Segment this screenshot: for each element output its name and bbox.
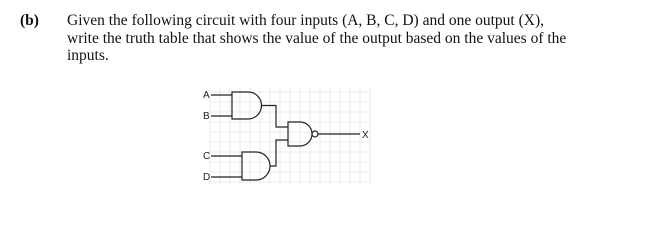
output-label-x: X (362, 130, 369, 141)
and-gate-1 (232, 92, 262, 119)
input-label-a: A (203, 90, 210, 101)
question-label: (b) (20, 12, 39, 29)
input-label-d: D (203, 172, 211, 183)
circuit-grid (210, 88, 370, 184)
question-text (67, 12, 627, 65)
question-line: write the truth table that shows the value of the output based on the values of the (67, 29, 567, 47)
question-line: inputs. (67, 47, 109, 64)
input-label-c: C (203, 151, 211, 162)
input-label-b: B (203, 111, 210, 122)
and-gate-2 (242, 152, 270, 180)
logic-circuit-diagram (180, 82, 390, 187)
question-line: Given the following circuit with four inputs (A, B, C, D) and one output (X), (67, 12, 544, 29)
wire-gate1-out (262, 106, 289, 128)
